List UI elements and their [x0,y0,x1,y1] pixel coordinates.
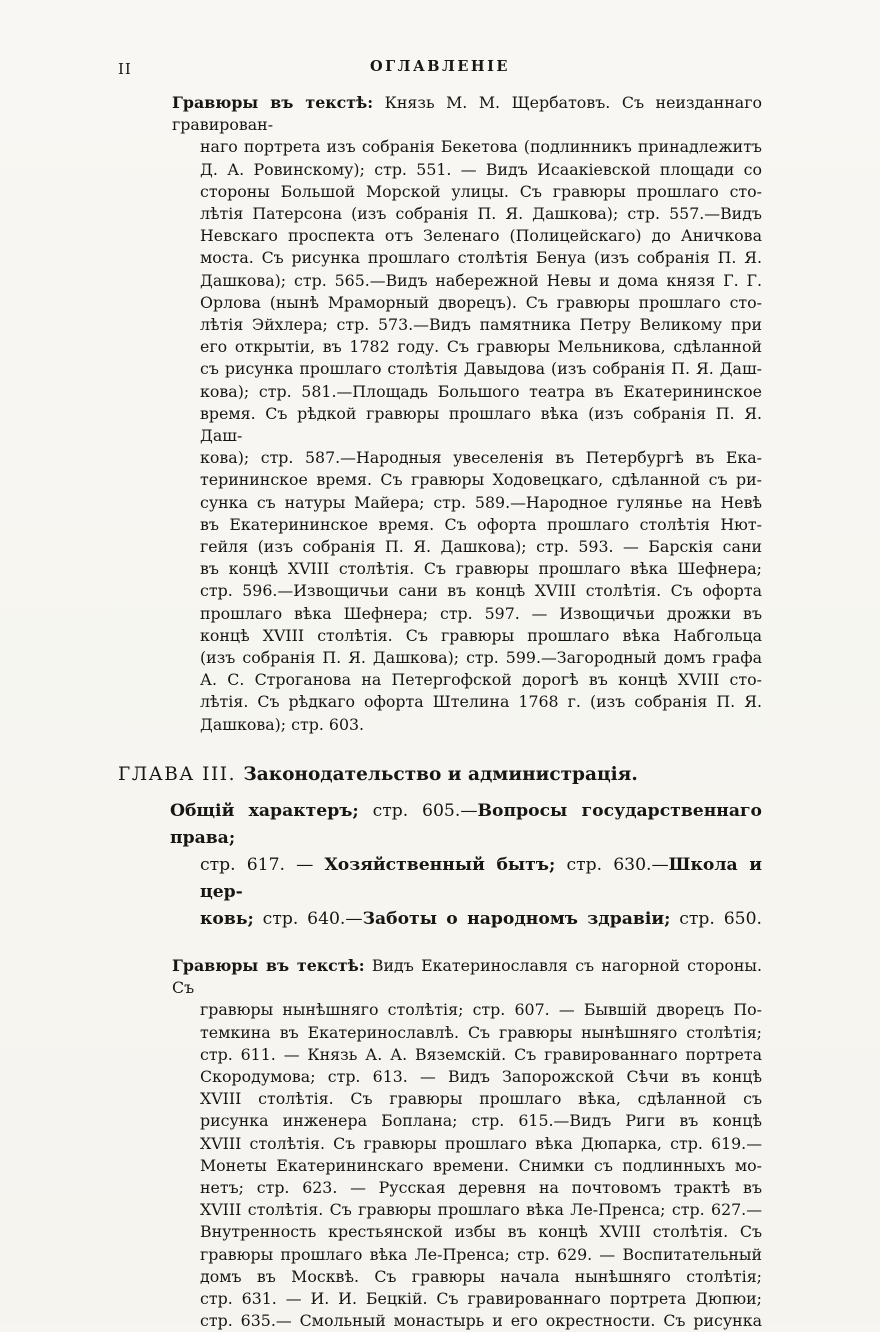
text-line: Монеты Екатерининскаго времени. Снимки съ подлинныхъ мо- [200,1155,762,1175]
text-line: наго портрета изъ собранія Бекетова (подлинникъ принадлежитъ [200,137,762,157]
toc-entry [172,92,762,736]
text-line: кова); стр. 587.—Народныя увеселенія въ Петербургѣ въ Ека- [200,448,762,468]
running-title: ОГЛАВЛЕНІЕ [370,58,510,75]
text-line: гейля (изъ собранія П. Я. Дашкова); стр. 593. — Барскія сани [200,537,762,557]
text-line: моста. Съ рисунка прошлаго столѣтія Бенуа (изъ собранія П. Я. [200,248,762,268]
chapter-title: Законодательство и администрація. [243,763,638,785]
text-line: лѣтія Патерсона (изъ собранія П. Я. Дашкова); стр. 557.—Видъ [200,204,762,224]
text-line: Невскаго проспекта отъ Зеленаго (Полицейскаго) до Аничкова [200,226,762,246]
text-line: Гравюры въ текстѣ: Князь М. М. Щербатовъ. Съ неизданнаго гравирован- [172,93,762,135]
text-line: сунка съ натуры Майера; стр. 589.—Народное гулянье на Невѣ [200,492,762,512]
chapter-summary [170,798,763,933]
text-line: лѣтія Эйхлера; стр. 573.—Видъ памятника Петру Великому при [200,315,762,335]
text-line: (изъ собранія П. Я. Дашкова); стр. 599.—Загородный домъ графа [200,648,762,668]
text-line: Скородумова; стр. 613. — Видъ Запорожской Сѣчи въ концѣ [200,1066,762,1086]
text-line: А. С. Строганова на Петергофской дорогѣ въ концѣ XVIII сто- [200,670,762,690]
text-line: домъ въ Москвѣ. Съ гравюры начала нынѣшняго столѣтія; [200,1266,762,1286]
toc-body [118,92,762,1332]
text-line: ковь; стр. 640.—Заботы о народномъ здравіи; стр. 650. [200,908,763,929]
text-line: Орлова (нынѣ Мраморный дворецъ). Съ гравюры прошлаго сто- [200,292,762,312]
text-line: стр. 611. — Князь А. А. Вяземскій. Съ гравированнаго портрета [200,1044,762,1064]
text-line: Дашкова); стр. 603. [200,714,365,734]
text-line: XVIII столѣтія. Съ гравюры прошлаго вѣка, сдѣланной съ [200,1089,762,1109]
text-line: гравюры нынѣшняго столѣтія; стр. 607. — Бывшій дворецъ По- [200,1000,762,1020]
text-line: съ рисунка прошлаго столѣтія Давыдова (изъ собранія П. Я. Даш- [200,359,762,379]
page-number: II [118,60,132,78]
text-line: стр. 617. — Хозяйственный бытъ; стр. 630.—Школа и цер- [200,854,762,902]
text-line: рисунка инженера Боплана; стр. 615.—Видъ Риги въ концѣ [200,1111,762,1131]
text-line: стр. 635.— Смольный монастырь и его окрестности. Съ рисунка [200,1311,762,1331]
text-line: концѣ XVIII столѣтія. Съ гравюры прошлаго вѣка Набгольца [200,625,762,645]
text-line: нетъ; стр. 623. — Русская деревня на почтовомъ трактѣ въ [200,1177,762,1197]
text-line: Д. А. Ровинскому); стр. 551. — Видъ Исаакіевской площади со [200,159,762,179]
text-line: прошлаго вѣка Шефнера; стр. 597. — Извощичьи дрожки въ [200,603,762,623]
text-line: стр. 631. — И. И. Бецкій. Съ гравированнаго портрета Дюпюи; [200,1288,762,1308]
text-line: гравюры прошлаго вѣка Ле-Пренса; стр. 629. — Воспитательный [200,1244,762,1264]
text-line: кова); стр. 581.—Площадь Большого театра въ Екатерининское [200,381,762,401]
text-line: Общій характеръ; стр. 605.—Вопросы государственнаго права; [170,800,762,848]
page-header [118,58,762,78]
text-line: стороны Большой Морской улицы. Съ гравюры прошлаго сто- [200,181,762,201]
text-line: Внутренность крестьянской избы въ концѣ XVIII столѣтія. Съ [200,1222,762,1242]
chapter-heading [118,762,762,788]
text-line: XVIII столѣтія. Съ гравюры прошлаго вѣка Ле-Пренса; стр. 627.— [200,1200,762,1220]
text-line: его открытіи, въ 1782 году. Съ гравюры Мельникова, сдѣланной [200,337,762,357]
text-line: XVIII столѣтія. Съ гравюры прошлаго вѣка Дюпарка, стр. 619.— [200,1133,762,1153]
text-line: Гравюры въ текстѣ: Видъ Екатеринославля съ нагорной стороны. Съ [172,955,762,998]
chapter-number: ГЛАВА III. [118,763,244,785]
text-line: время. Съ рѣдкой гравюры прошлаго вѣка (изъ собранія П. Я. Даш- [200,403,762,446]
text-line: Дашкова); стр. 565.—Видъ набережной Невы и дома князя Г. Г. [200,270,762,290]
text-line: лѣтія. Съ рѣдкаго офорта Штелина 1768 г. (изъ собранія П. Я. [200,692,762,712]
text-line: темкина въ Екатеринославлѣ. Съ гравюры нынѣшняго столѣтія; [200,1022,762,1042]
text-line: въ Екатерининское время. Съ офорта прошлаго столѣтія Нют- [200,514,762,534]
toc-entry [172,955,762,1332]
text-line: въ концѣ XVIII столѣтія. Съ гравюры прошлаго вѣка Шефнера; [200,559,762,579]
text-line: терининское время. Съ гравюры Ходовецкаго, сдѣланной съ ри- [200,470,762,490]
text-line: стр. 596.—Извощичьи сани въ концѣ XVIII столѣтія. Съ офорта [200,581,762,601]
